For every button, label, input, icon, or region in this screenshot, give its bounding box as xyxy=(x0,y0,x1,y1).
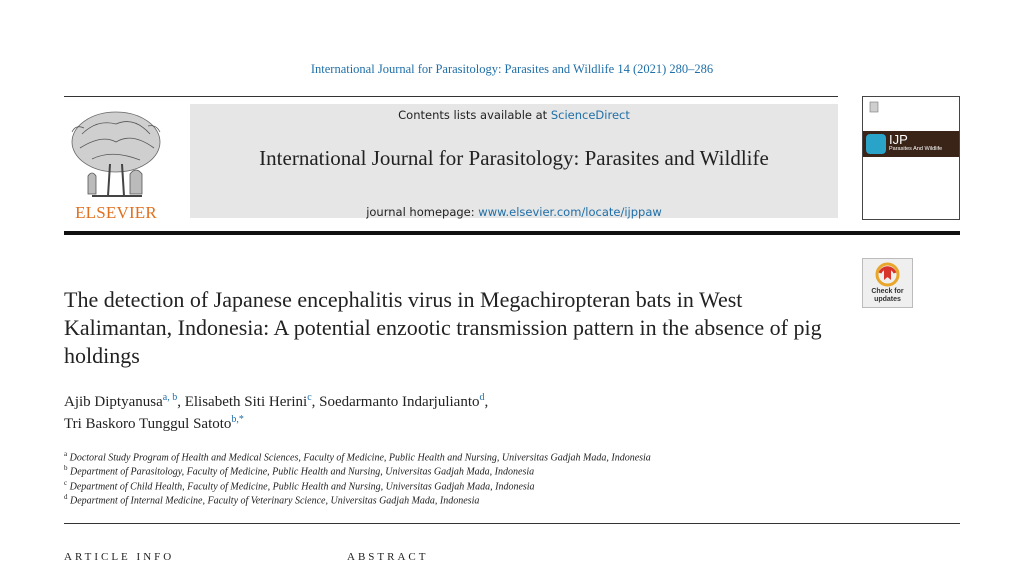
journal-cover-thumbnail[interactable] xyxy=(862,96,960,220)
author-separator: , xyxy=(484,394,489,410)
check-for-updates-label xyxy=(863,288,912,303)
check-for-updates-badge[interactable] xyxy=(862,258,913,308)
cover-publisher-mark-icon xyxy=(869,101,879,113)
author-line-2 xyxy=(64,414,244,433)
badge-line-2: updates xyxy=(874,295,901,303)
author-name: Tri Baskoro Tunggul Satoto xyxy=(64,416,232,432)
affiliation-item xyxy=(64,464,534,477)
affiliation-text: Doctoral Study Program of Health and Medical Sciences, Faculty of Medicine, Public Health and Nursing, Universitas Gadjah Mada, Indonesia xyxy=(69,452,651,464)
sciencedirect-link[interactable]: ScienceDirect xyxy=(550,108,630,122)
author-affiliation-link[interactable]: c xyxy=(307,392,312,403)
affiliation-label: d xyxy=(64,493,68,501)
abstract-heading: ABSTRACT xyxy=(347,551,429,563)
affiliation-text: Department of Parasitology, Faculty of Medicine, Public Health and Nursing, Universitas Gadjah Mada, Indonesia xyxy=(70,466,535,478)
journal-citation[interactable]: International Journal for Parasitology: Parasites and Wildlife 14 (2021) 280–286 xyxy=(310,62,714,76)
author-affiliation-link[interactable]: d xyxy=(479,392,485,403)
badge-line-1: Check for xyxy=(871,288,904,295)
affiliation-label: c xyxy=(64,479,68,487)
article-info-heading: ARTICLE INFO xyxy=(64,551,175,563)
author-separator: , xyxy=(311,394,320,410)
affiliation-text: Department of Child Health, Faculty of Medicine, Public Health and Nursing, Universitas Gadjah Mada, Indonesia xyxy=(69,481,535,493)
author-line-1 xyxy=(64,392,488,411)
affiliation-item xyxy=(64,479,535,492)
article-title: The detection of Japanese encephalitis virus in Megachiropteran bats in West Kalimantan, Indonesia: A potential enzootic transmission pattern in the absence of pig holdings xyxy=(64,287,822,368)
affiliation-text: Department of Internal Medicine, Faculty of Veterinary Science, Universitas Gadjah Mada, Indonesia xyxy=(70,495,480,507)
contents-prefix: Contents lists available at xyxy=(398,108,551,122)
author-name: Ajib Diptyanusa xyxy=(64,394,163,410)
affiliation-item xyxy=(64,493,479,506)
author-separator: , xyxy=(177,394,185,410)
journal-title: International Journal for Parasitology: Parasites and Wildlife xyxy=(259,146,769,170)
header-thick-rule xyxy=(64,231,960,235)
cover-abbr: IJP xyxy=(889,132,908,147)
affiliation-label: b xyxy=(64,464,68,472)
author-name: Soedarmanto Indarjulianto xyxy=(319,394,480,410)
affiliation-label: a xyxy=(64,450,68,458)
homepage-line xyxy=(190,205,838,219)
affiliation-item xyxy=(64,450,651,463)
contents-line xyxy=(190,108,838,122)
cover-band xyxy=(863,131,959,157)
homepage-prefix: journal homepage: xyxy=(366,205,479,219)
paw-print-icon xyxy=(866,134,886,154)
homepage-link[interactable]: www.elsevier.com/locate/ijppaw xyxy=(478,205,662,219)
author-name: Elisabeth Siti Herini xyxy=(184,394,308,410)
cover-subtitle: Parasites And Wildlife xyxy=(889,146,943,152)
author-affiliation-link[interactable]: a, b xyxy=(162,392,178,403)
publisher-name: ELSEVIER xyxy=(75,203,157,222)
check-for-updates-icon xyxy=(875,262,900,287)
header-rule xyxy=(64,96,838,97)
section-rule xyxy=(64,523,960,524)
author-affiliation-link[interactable]: b,* xyxy=(231,414,244,425)
